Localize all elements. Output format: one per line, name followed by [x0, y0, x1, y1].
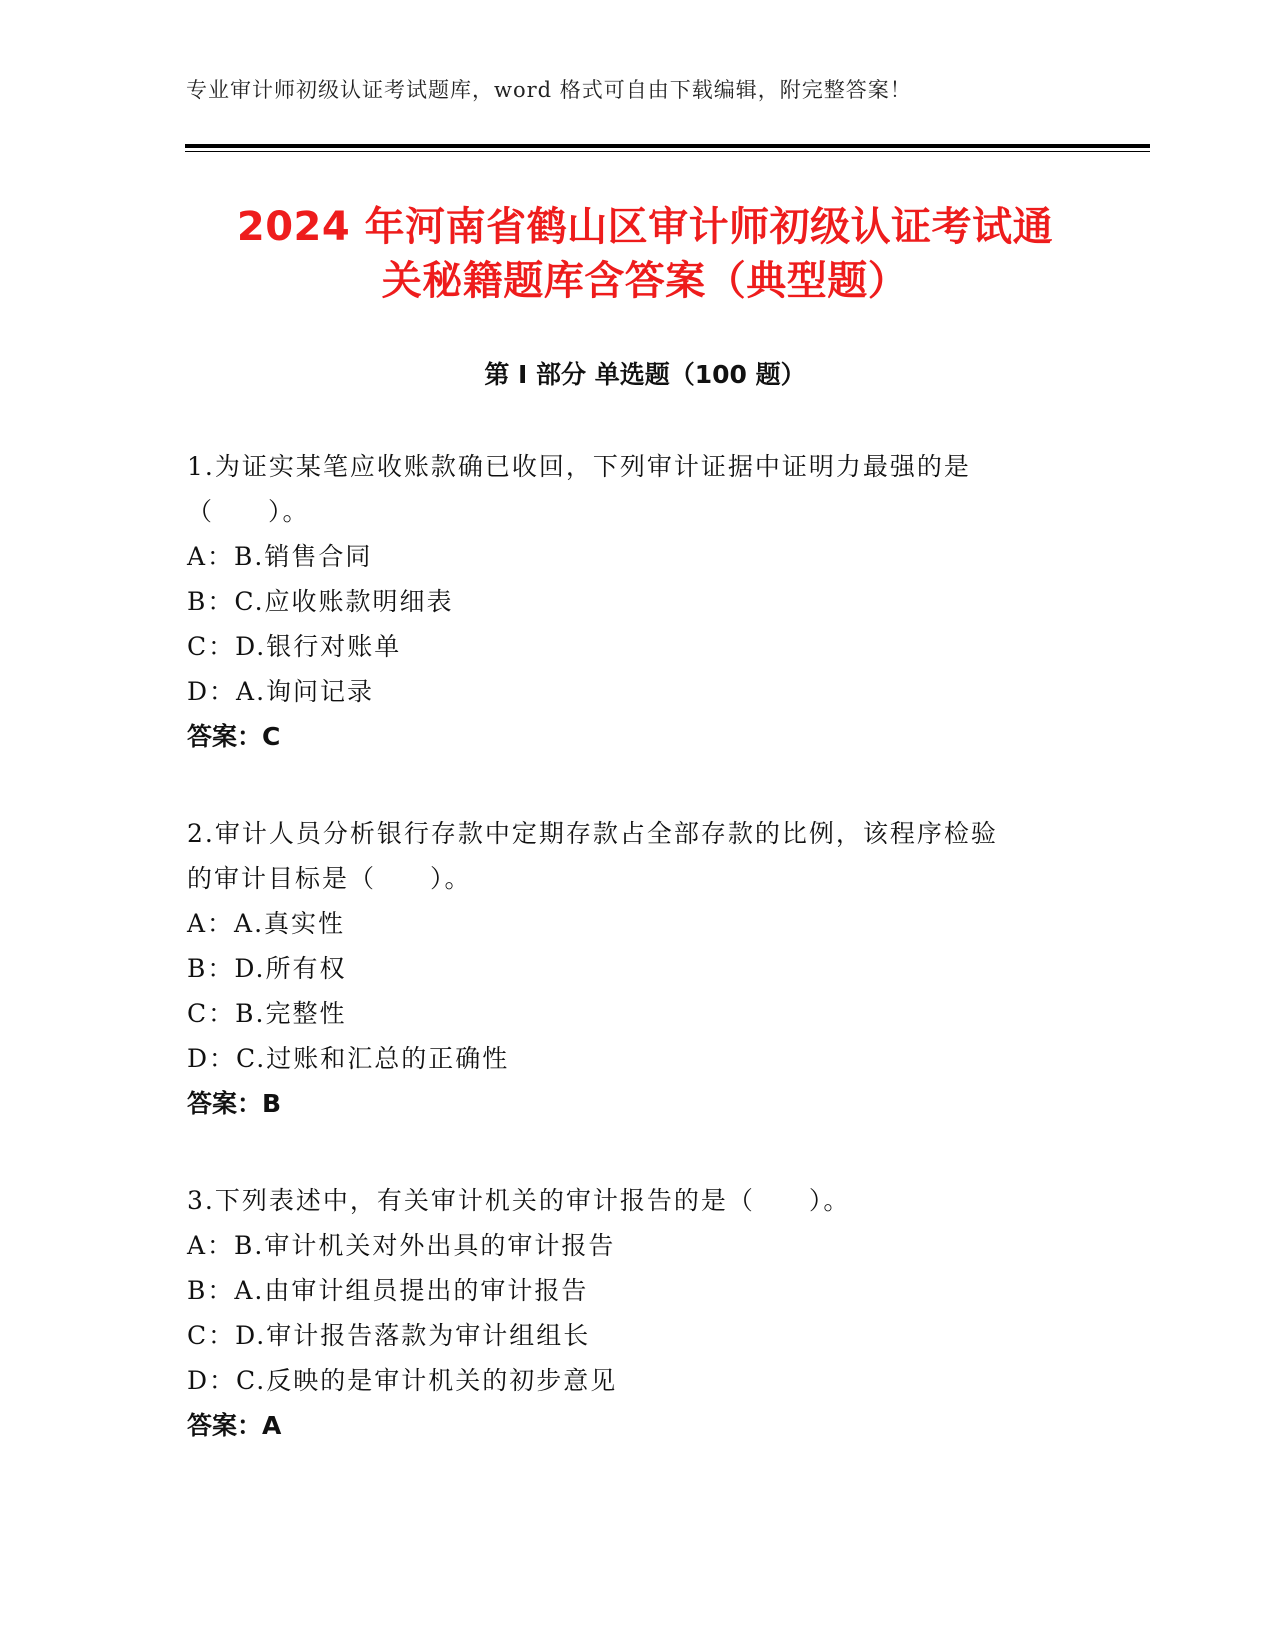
- option-a: A：A.真实性: [187, 909, 346, 938]
- option-c: C：D.银行对账单: [187, 632, 402, 661]
- answer: 答案：C: [187, 722, 281, 751]
- question-1: [187, 444, 1087, 759]
- answer: 答案：B: [187, 1089, 282, 1118]
- question-stem: [187, 444, 1087, 534]
- document-title-line-1: 2024 年河南省鹤山区审计师初级认证考试通: [236, 204, 1054, 250]
- question-stem-line-2: （ ）。: [187, 497, 310, 526]
- header-rule-thick: [185, 144, 1150, 148]
- option-a: A：B.审计机关对外出具的审计报告: [187, 1231, 616, 1260]
- option-b: B：D.所有权: [187, 954, 347, 983]
- document-title: [185, 200, 1105, 308]
- option-a: A：B.销售合同: [187, 542, 373, 571]
- option-c: C：D.审计报告落款为审计组组长: [187, 1321, 591, 1350]
- question-2: [187, 811, 1087, 1126]
- question-stem-line-1: 2.审计人员分析银行存款中定期存款占全部存款的比例，该程序检验: [187, 819, 998, 848]
- question-stem-line-2: 的审计目标是（ ）。: [187, 864, 472, 893]
- header-note: 专业审计师初级认证考试题库，word 格式可自由下载编辑，附完整答案！: [186, 78, 912, 102]
- question-3: [187, 1178, 1087, 1448]
- section-heading: 第 I 部分 单选题（100 题）: [484, 360, 806, 389]
- question-stem: [187, 1178, 1087, 1223]
- question-stem: [187, 811, 1087, 901]
- option-d: D：A.询问记录: [187, 677, 375, 706]
- option-c: C：B.完整性: [187, 999, 347, 1028]
- option-d: D：C.反映的是审计机关的初步意见: [187, 1366, 618, 1395]
- question-list: [187, 444, 1087, 1500]
- option-b: B：C.应收账款明细表: [187, 587, 454, 616]
- option-d: D：C.过账和汇总的正确性: [187, 1044, 510, 1073]
- question-stem-line-1: 3.下列表述中，有关审计机关的审计报告的是（ ）。: [187, 1186, 851, 1215]
- option-b: B：A.由审计组员提出的审计报告: [187, 1276, 589, 1305]
- header-rule-thin: [185, 151, 1150, 152]
- document-title-line-2: 关秘籍题库含答案（典型题）: [381, 258, 909, 304]
- answer: 答案：A: [187, 1411, 282, 1440]
- question-stem-line-1: 1.为证实某笔应收账款确已收回，下列审计证据中证明力最强的是: [187, 452, 971, 481]
